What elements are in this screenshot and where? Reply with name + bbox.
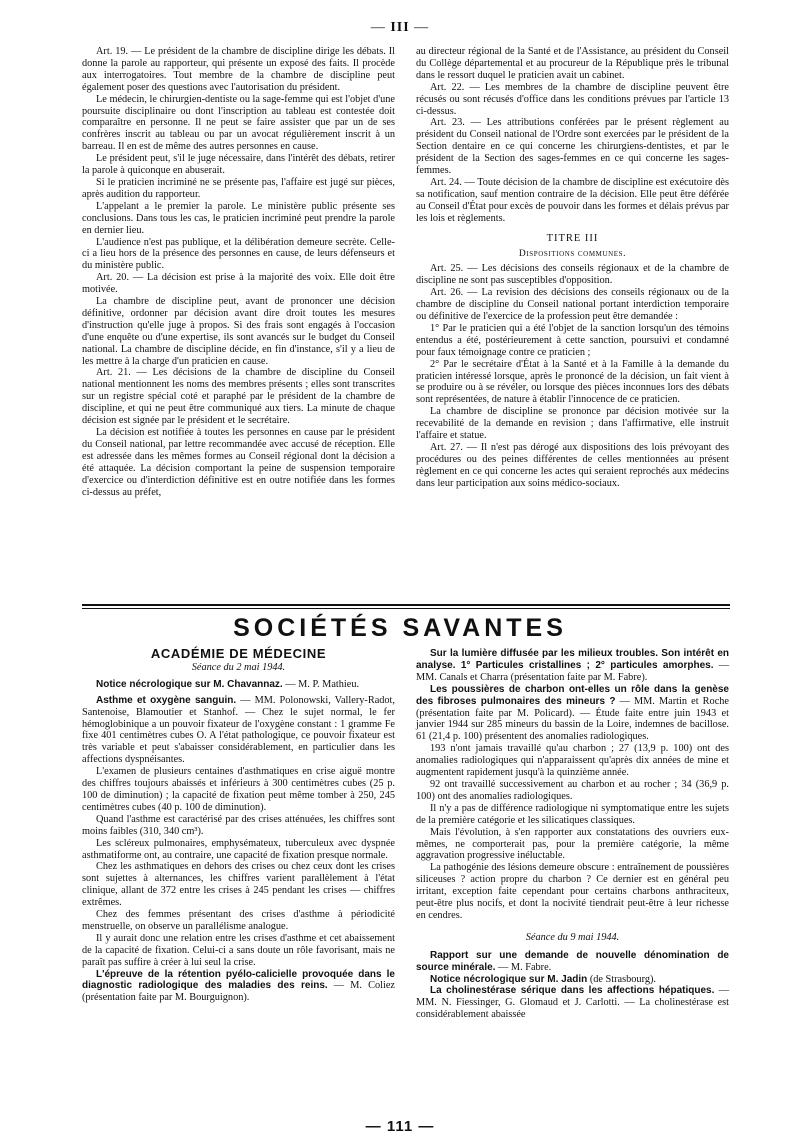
paragraph: Chez les asthmatiques en dehors des crises ou chez ceux dont les crises sont sujettes à alternances, les chiffres varient parallèlement à l'état clinique, allant de 372 entre les crises à 245 pendant les crises — chiffres extrêmes. [82, 861, 395, 909]
paragraph: La chambre de discipline se prononce par décision motivée sur la recevabilité de la demande en revision ; dans l'affirmative, elle instruit l'affaire et statue. [416, 406, 729, 442]
communication [416, 684, 729, 744]
academy-heading: ACADÉMIE DE MÉDECINE [150, 646, 327, 661]
regulation-column-left [82, 46, 395, 498]
paragraph: Art. 27. — Il n'est pas dérogé aux dispositions des lois prévoyant des procédures ou des peines différentes de celles mentionnées au présent règlement en ce qui concerne les actes qui seraient reprochés aux médecins dans leur participation aux soins médico-sociaux. [416, 442, 729, 489]
paragraph: Art. 23. — Les attributions conférées par le présent règlement au président du Conseil national de l'Ordre sont exercées par le président de la Section dentaire en ce qui concerne les chirurgiens-dentistes, et par le président de la Section des sages-femmes en ce qui concerne les sages-femmes. [416, 117, 729, 177]
paragraph: Mais l'évolution, à s'en rapporter aux constatations des ouvriers eux-mêmes, ne comporterait pas, pour la première catégorie, la même aggravation progressive inéluctable. [416, 826, 729, 862]
section-divider-thin [82, 608, 730, 609]
paragraph: Art. 26. — La revision des décisions des conseils régionaux ou de la chambre de discipline du Conseil national portant interdiction temporaire ou définitive de l'exercice de la profession peut être demandée : [416, 287, 729, 323]
academy-column-left [82, 648, 395, 1004]
communication [82, 695, 395, 766]
paragraph: Le président peut, s'il le juge nécessaire, dans l'intérêt des débats, retirer la parole à quiconque en abuserait. [82, 153, 395, 177]
paragraph: Art. 25. — Les décisions des conseils régionaux et de la chambre de discipline ne sont pas susceptibles d'opposition. [416, 263, 729, 287]
paragraph: Il y aurait donc une relation entre les crises d'asthme et cet abaissement de la capacité de fixation. Celui-ci a sans doute un rôle favorisant, mais ne paraît pas suffire à créer à lui seul la crise. [82, 932, 395, 968]
paragraph: L'appelant a le premier la parole. Le ministère public présente ses conclusions. Dans tous les cas, le praticien incriminé peut prendre la parole en dernier lieu. [82, 200, 395, 236]
paragraph: Art. 20. — La décision est prise à la majorité des voix. Elle doit être motivée. [82, 272, 395, 296]
communication [416, 974, 729, 986]
paragraph: Les scléreux pulmonaires, emphysémateux, tuberculeux avec dyspnée asthmatiforme ont, au contraire, une capacité de fixation presque normale. [82, 837, 395, 861]
footer-page-number: 111 [386, 1118, 414, 1135]
paragraph: Art. 21. — Les décisions de la chambre de discipline du Conseil national mentionnent les noms des membres présents ; elles sont transcrites sur un registre spécial coté et paraphé par le président de la chambre de discipline, et qui ne peut être communiqué aux tiers. La minute de chaque décision est signée par le président et le secrétaire. [82, 367, 395, 427]
communication-authors: — M. Coliez (présentation faite par M. Bourguignon). [82, 980, 395, 1004]
paragraph: Le médecin, le chirurgien-dentiste ou la sage-femme qui est l'objet d'une poursuite disciplinaire ou dont l'inscription au tableau est contestée doit comparaître en personne. Il ne peut se faire assister que par un de ses confrères inscrit au tableau ou par un avocat régulièrement inscrit à un barreau. Il en est de même des autres personnes en cause. [82, 93, 395, 153]
communication-title: Asthme et oxygène sanguin. [96, 694, 237, 706]
paragraph: La pathogénie des lésions demeure obscure : entraînement de poussières siliceuses ? action propre du charbon ? Ce dernier est en général peu irritant, exception faite cependant pour certains charbons anthraciteux, peut-être plus nocifs, et dont la nocivité tiendrait peut-être à leur richesse en cendres. [416, 862, 729, 921]
communication-title: Rapport sur une demande de nouvelle dénomination de source minérale. [416, 949, 729, 973]
communication-title: Notice nécrologique sur M. Chavannaz. [96, 678, 283, 690]
communication-body: — MM. Martin et Roche (présentation faite par M. Policard). — Étude faite entre juin 1943 et janvier 1944 sur 285 mineurs du bassin de la Loire, indemnes de bacillose. 61 (21,4 p. 100) présentent des anomalies radiologiques. [416, 695, 729, 743]
titre-heading: TITRE III [546, 232, 599, 244]
paragraph: L'audience n'est pas publique, et la délibération demeure secrète. Celle-ci a lieu hors de la présence des personnes en cause, de leurs défenseurs et du ministère public. [82, 236, 395, 272]
communication [416, 648, 729, 684]
header-page-number: III [390, 20, 410, 35]
paragraph: 1° Par le praticien qui a été l'objet de la sanction lorsqu'un des témoins entendus a été, postérieurement à cette sanction, poursuivi et condamné pour faux témoignage contre ce praticien ; [416, 322, 729, 358]
communication-title: La cholinestérase sérique dans les affections hépatiques. [430, 985, 715, 997]
paragraph: Si le praticien incriminé ne se présente pas, l'affaire est jugé sur pièces, après audition du rapporteur. [82, 176, 395, 200]
session-date: Séance du 9 mai 1944. [525, 931, 620, 943]
communication-authors: — M. P. Mathieu. [282, 678, 360, 690]
session-date: Séance du 2 mai 1944. [191, 661, 286, 673]
page-footer: — 111 — [365, 1118, 435, 1135]
academy-column-right [416, 648, 729, 1021]
communication [416, 950, 729, 974]
paragraph: 193 n'ont jamais travaillé qu'au charbon ; 27 (13,9 p. 100) ont des anomalies radiologiques qui n'apparaissent qu'après dix années de mine et augmentent rapidement jusqu'à la quinzième année. [416, 743, 729, 779]
paragraph: Art. 24. — Toute décision de la chambre de discipline est exécutoire dès sa notification, sauf mention contraire de la décision. Elle peut être déférée au Conseil d'État pour excès de pouvoir dans les formes et délais prévus par les lois et règlements. [416, 176, 729, 224]
communication-authors: — MM. Canals et Charra (présentation faite par M. Fabre). [416, 659, 729, 683]
communication [82, 679, 395, 691]
paragraph: au directeur régional de la Santé et de l'Assistance, au président du Conseil du Collège départemental et au procureur de la République près le tribunal dans le ressort duquel le praticien avait un cabinet. [416, 46, 729, 81]
communication-authors: (de Strasbourg). [587, 973, 656, 985]
paragraph: 92 ont travaillé successivement au charbon et au rocher ; 34 (36,9 p. 100) ont des anomalies radiologiques. [416, 778, 729, 802]
communication [416, 985, 729, 1021]
paragraph: Chez des femmes présentant des crises d'asthme à périodicité menstruelle, on observe un parallélisme analogue. [82, 909, 395, 932]
communication-authors: — M. Fabre. [495, 961, 552, 973]
communication-title: Sur la lumière diffusée par les milieux troubles. Son intérêt en analyse. 1° Particules cristallines ; 2° particules amorphes. [416, 648, 729, 671]
paragraph: L'examen de plusieurs centaines d'asthmatiques en crise aiguë montre des chiffres toujours abaissés et inférieurs à 300 centimètres cubes (25 p. 100 de diminution) ; la capacité de fixation peut même tomber à 250, 245 centimètres cubes (40 p. 100 de diminution). [82, 766, 395, 813]
communication-title: L'épreuve de la rétention pyélo-calicielle provoquée dans le diagnostic radiologique des maladies des reins. [82, 968, 395, 992]
titre-subheading: Dispositions communes. [518, 248, 627, 259]
paragraph: Quand l'asthme est caractérisé par des crises atténuées, les chiffres sont moins faibles (310, 340 cm³). [82, 813, 395, 837]
communication-body: — MM. Polonowski, Vallery-Radot, Santenoise, Blamoutier et Stanhof. — Chez le sujet normal, le fer hémoglobinique a un pouvoir fixateur de l'oxygène constant : 1 gramme Fe fixe 401 centimètres cubes O. A l'état pathologique, ce pouvoir fixateur est très variable et peut s'abaisser considérablement, en particulier dans les affections dyspnéisantes. [82, 694, 395, 766]
communication-title: Notice nécrologique sur M. Jadin [430, 973, 588, 985]
communication-title: Les poussières de charbon ont-elles un rôle dans la genèse des fibroses pulmonaires des mineurs ? [416, 683, 729, 707]
communication [82, 969, 395, 1005]
section-divider [82, 604, 730, 606]
paragraph: 2° Par le secrétaire d'État à la Santé et à la Famille à la demande du praticien intéressé lorsque, après le prononcé de la décision, un fait vient à se produire ou à se révéler, ou lorsque des pièces inconnues lors des débats sont représentées, de nature à établir l'innocence de ce praticien. [416, 358, 729, 406]
communication-body: — MM. N. Fiessinger, G. Glomaud et J. Carlotti. — La cholinestérase est considérablement abaissée [416, 985, 729, 1021]
regulation-column-right [416, 46, 729, 490]
paragraph: La décision est notifiée à toutes les personnes en cause par le président du Conseil national, par lettre recommandée avec accusé de réception. Elle est adressée dans les mêmes formes au Conseil régional dont la décision a été attaquée. La décision comportant la peine de suspension temporaire d'exercice ou d'interdiction définitive est en outre notifiée dans les formes ci-dessus au préfet, [82, 427, 395, 498]
paragraph: La chambre de discipline peut, avant de prononcer une décision définitive, ordonner par décision avant dire droit toutes les mesures d'instruction qu'elle juge à propos. Si des frais sont engagés à l'occasion d'une enquête ou d'une expertise, ils sont avancés sur le budget du Conseil national. La chambre de discipline décide, en fin d'instance, s'il y a lieu de les mettre à la charge d'un praticien en cause. [82, 296, 395, 367]
page-header: — III — [370, 20, 430, 35]
section-title: SOCIÉTÉS SAVANTES [233, 614, 567, 642]
paragraph: Art. 22. — Les membres de la chambre de discipline peuvent être récusés ou sont récusés d'office dans les conditions prévues par l'article 13 ci-dessus. [416, 81, 729, 117]
paragraph: Art. 19. — Le président de la chambre de discipline dirige les débats. Il donne la parole au rapporteur, qui présente un exposé des faits. Il procède aux interrogatoires. Tout membre de la chambre de discipline peut également poser des questions avec l'autorisation du président. [82, 46, 395, 93]
paragraph: Il n'y a pas de différence radiologique ni symptomatique entre les sujets de la première catégorie et les silicatiques classiques. [416, 802, 729, 826]
